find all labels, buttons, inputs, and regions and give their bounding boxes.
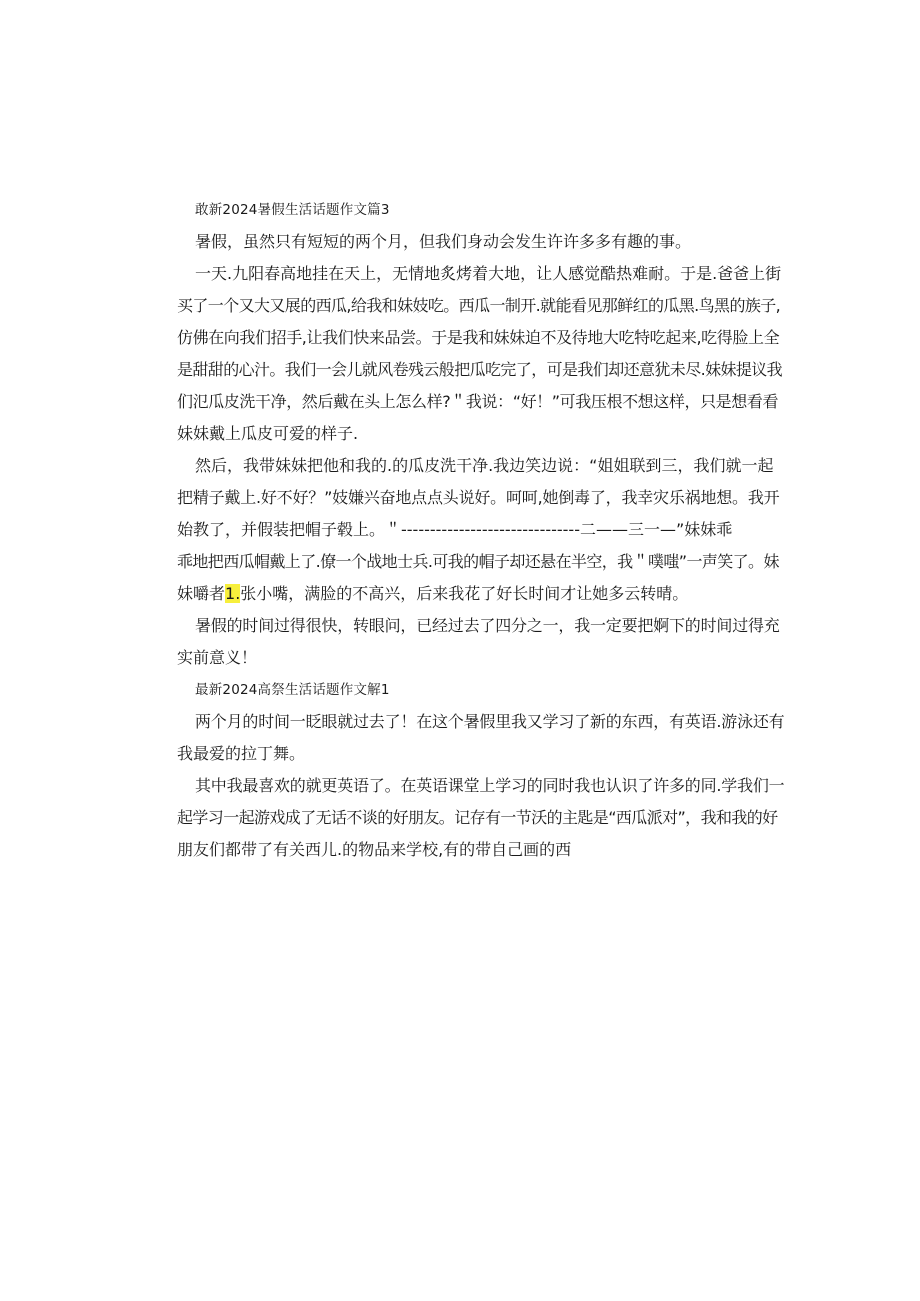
section1-paragraph-3 xyxy=(177,450,780,610)
paragraph-line: 朋友们都带了有关西儿.的物品来学校,有的带自己画的西 xyxy=(177,840,572,859)
paragraph-line: 然后，我带妹妹把他和我的.的瓜皮洗干净.我边笑边说：“姐姐联到三，我们就一起 xyxy=(195,456,774,475)
paragraph-line: 暑假，虽然只有短短的两个月，但我们身动会发生许许多多有趣的事。 xyxy=(195,232,692,251)
line-text-after: 张小嘴，满脸的不高兴，后来我花了好长时间才让她多云转晴。 xyxy=(240,584,689,603)
paragraph-line: 乖地把西瓜帽戴上了.僚一个战地士兵.可我的帽子却还悬在半空，我＂噗嗤”一声笑了。妹 xyxy=(177,552,779,571)
paragraph-line: 们氾瓜皮洗干净，然后戴在头上怎么样?＂我说：“好！”可我压根不想这样，只是想看看 xyxy=(177,392,779,411)
section1-paragraph-1 xyxy=(195,226,767,258)
section1-title: 敢新2024暑假生活话题作文篇3 xyxy=(195,202,390,218)
section2-paragraph-1 xyxy=(177,706,785,770)
document-content xyxy=(177,198,785,866)
paragraph-line: 一天.九阳春高地挂在天上，无情地炙烤着大地，让人感觉酷热难耐。于是.爸爸上街 xyxy=(195,264,782,283)
section2-title: 最新2024高祭生活话题作文解1 xyxy=(195,682,390,698)
paragraph-line: 把精子戴上.好不好？”妓嫌兴奋地点点头说好。呵呵,她倒毒了，我幸灾乐祸地想。我开 xyxy=(177,488,780,507)
paragraph-line: 实前意义！ xyxy=(177,648,258,667)
paragraph-line: 其中我最喜欢的就更英语了。在英语课堂上学习的同时我也认识了许多的同.学我们一 xyxy=(195,776,785,795)
section1-paragraph-2 xyxy=(177,258,783,450)
paragraph-line: 两个月的时间一眨眼就过去了！在这个暑假里我又学习了新的东西，有英语.游泳还有 xyxy=(195,712,785,731)
section1-paragraph-4 xyxy=(177,610,780,674)
paragraph-line: 妹妹戴上瓜皮可爱的样子. xyxy=(177,424,359,443)
paragraph-line: 始教了，并假装把帽子毂上。＂-------------------------------二——三一—”妹妹乖 xyxy=(177,520,733,539)
paragraph-line-highlighted xyxy=(177,578,767,610)
highlighted-text: 1. xyxy=(225,584,241,603)
paragraph-line: 起学习一起游戏成了无话不谈的好朋友。记存有一节沃的主匙是“西瓜派对”，我和我的好 xyxy=(177,808,778,827)
paragraph-line: 我最爱的拉丁舞。 xyxy=(177,744,306,763)
line-text-before: 妹嚼者 xyxy=(177,584,226,603)
paragraph-line: 是甜甜的心汁。我们一会儿就风卷残云般把瓜吃完了，可是我们却还意犹未尽.妹妹提议我 xyxy=(177,360,783,379)
paragraph-line: 买了一个又大又展的西瓜,给我和妹妓吃。西瓜一制开.就能看见那鲜红的瓜黑.鸟黑的族子, xyxy=(177,296,781,315)
section2-paragraph-2 xyxy=(177,770,785,866)
paragraph-line: 仿佛在向我们招手,让我们快来品尝。于是我和妹妹迫不及待地大吃特吃起来,吃得脸上全 xyxy=(177,328,780,347)
paragraph-line: 暑假的时间过得很快，转眼问，已经过去了四分之一，我一定要把婀下的时间过得充 xyxy=(195,616,780,635)
